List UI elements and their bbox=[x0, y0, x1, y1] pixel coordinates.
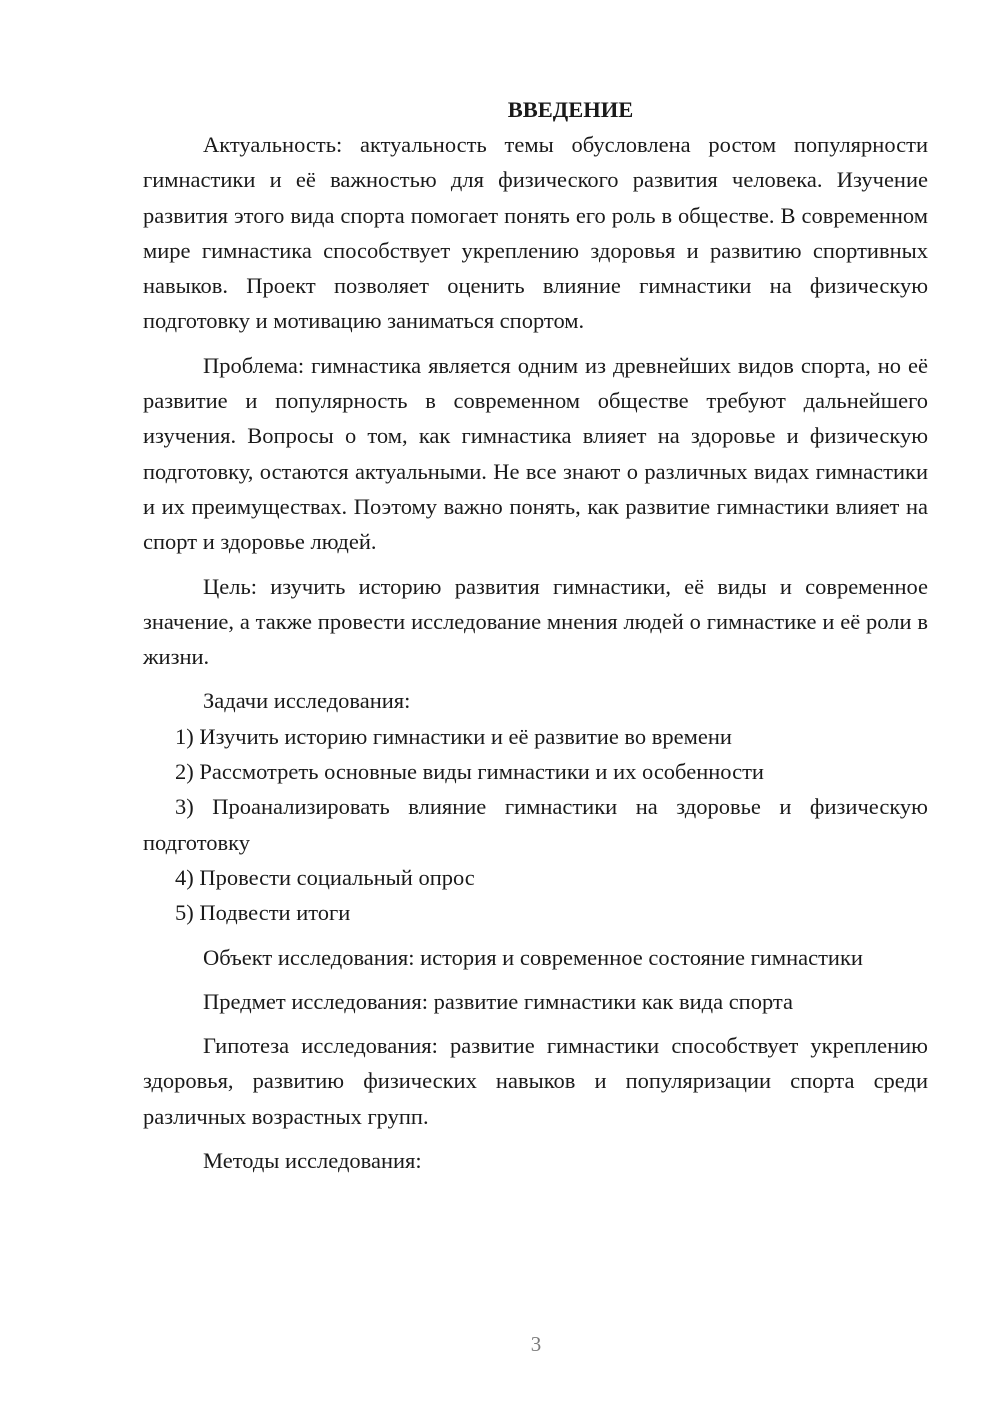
task-item-4: 4) Провести социальный опрос bbox=[175, 864, 475, 890]
paragraph-hypothesis: Гипотеза исследования: развитие гимнастики способствует укреплению здоровья, развитию физических навыков и популяризации спорта среди различных возрастных групп. bbox=[143, 1033, 928, 1129]
task-item-2: 2) Рассмотреть основные виды гимнастики и их особенности bbox=[175, 759, 764, 785]
task-item-3: 3) Проанализировать влияние гимнастики на здоровье и физическую подготовку bbox=[143, 794, 928, 855]
tasks-heading: Задачи исследования: bbox=[203, 688, 411, 714]
document-page bbox=[143, 92, 928, 1178]
page-title: ВВЕДЕНИЕ bbox=[507, 97, 634, 122]
task-item-5: 5) Подвести итоги bbox=[175, 900, 351, 926]
paragraph-goal: Цель: изучить историю развития гимнастики, её виды и современное значение, а также провести исследование мнения людей о гимнастике и её роли в жизни. bbox=[143, 573, 928, 670]
methods-heading: Методы исследования: bbox=[203, 1148, 422, 1174]
paragraph-relevance: Актуальность: актуальность темы обусловлена ростом популярности гимнастики и её важностью для физического развития человека. Изучение развития этого вида спорта помогает понять его роль в обществе. В современном мире гимнастика способствует укреплению здоровья и развитию спортивных навыков. Проект позволяет оценить влияние гимнастики на физическую подготовку и мотивацию заниматься спортом. bbox=[143, 132, 928, 334]
paragraph-object: Объект исследования: история и современное состояние гимнастики bbox=[203, 944, 863, 970]
paragraph-problem: Проблема: гимнастика является одним из древнейших видов спорта, но её развитие и популярность в современном обществе требуют дальнейшего изучения. Вопросы о том, как гимнастика влияет на здоровье и физическую подготовку, остаются актуальными. Не все знают о различных видах гимнастики и их преимуществах. Поэтому важно понять, как развитие гимнастики влияет на спорт и здоровье людей. bbox=[143, 352, 928, 555]
task-item-1: 1) Изучить историю гимнастики и её развитие во времени bbox=[175, 723, 732, 749]
page-number: 3 bbox=[530, 1332, 542, 1356]
paragraph-subject: Предмет исследования: развитие гимнастики как вида спорта bbox=[203, 988, 794, 1014]
